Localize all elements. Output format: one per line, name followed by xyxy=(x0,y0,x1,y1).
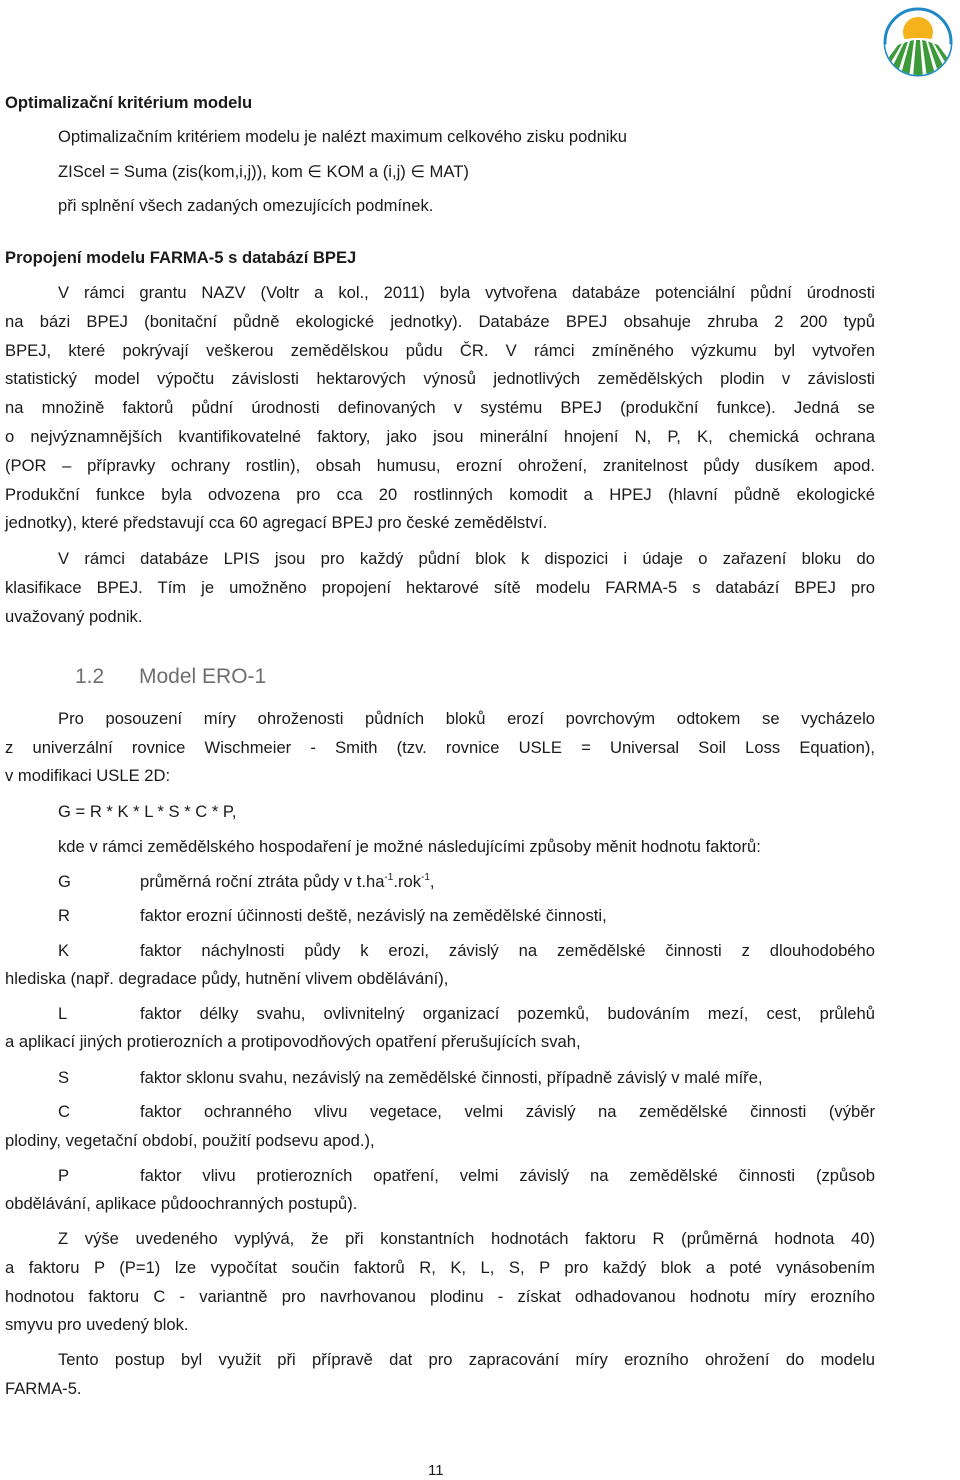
factors-intro: kde v rámci zemědělského hospodaření je možné následujícími způsoby měnit hodnotu faktorů: xyxy=(58,837,761,856)
factor-definition-s: faktor sklonu svahu, nezávislý na zemědělské činnosti, případně závislý v malé míře, xyxy=(140,1068,763,1087)
paragraph-line: statistický model výpočtu závislosti hektarových výnosů jednotlivých zemědělských plodin v závislosti xyxy=(5,369,875,388)
element-of-icon: ∈ xyxy=(307,162,322,181)
field-rows-logo-icon xyxy=(882,6,954,78)
factor-letter-k: K xyxy=(58,941,70,960)
section-title-optimization: Optimalizační kritérium modelu xyxy=(5,93,253,112)
section-heading-ero xyxy=(75,664,266,690)
paragraph-line: V rámci grantu NAZV (Voltr a kol., 2011) byla vytvořena databáze potenciální půdní úrodnosti xyxy=(58,283,875,302)
factor-definition-p-cont: obdělávání, aplikace půdoochranných postupů). xyxy=(5,1194,358,1213)
factor-letter-s: S xyxy=(58,1068,70,1087)
paragraph-line: smyvu pro uvedený blok. xyxy=(5,1315,189,1334)
paragraph-line: jednotky), které představují cca 60 agregací BPEJ pro české zemědělství. xyxy=(5,513,548,532)
paragraph-line: v modifikaci USLE 2D: xyxy=(5,766,171,785)
objective-statement: Optimalizačním kritériem modelu je nalézt maximum celkového zisku podniku xyxy=(58,127,628,146)
paragraph-line: Tento postup byl využit při přípravě dat pro zapracování míry erozního ohrožení do modelu xyxy=(58,1350,875,1369)
paragraph-line: o nejvýznamnějších kvantifikovatelné faktory, jako jsou minerální hnojení N, P, K, chemická ochrana xyxy=(5,427,875,446)
paragraph-line: Pro posouzení míry ohroženosti půdních bloků erozí povrchovým odtokem se vycházelo xyxy=(58,709,875,728)
factor-definition-c: faktor ochranného vlivu vegetace, velmi závislý na zemědělské činnosti (výběr xyxy=(140,1102,875,1121)
paragraph-line: FARMA-5. xyxy=(5,1379,82,1398)
paragraph-line: BPEJ, které pokrývají veškerou zemědělskou půdu ČR. V rámci zmíněného výzkumu byl vytvořen xyxy=(5,341,875,360)
paragraph-line: na bázi BPEJ (bonitační půdně ekologické jednotky). Databáze BPEJ obsahuje zhruba 2 200 typů xyxy=(5,312,875,331)
factor-definition-l-cont: a aplikací jiných protierozních a protipovodňových opatření přerušujících svah, xyxy=(5,1032,581,1051)
paragraph-line: na množině faktorů půdní úrodnosti definovaných v systému BPEJ (produkční funkce). Jedná se xyxy=(5,398,875,417)
factor-letter-l: L xyxy=(58,1004,68,1023)
paragraph-line: Z výše uvedeného vyplývá, že při konstantních hodnotách faktoru R (průměrná hodnota 40) xyxy=(58,1229,875,1248)
paragraph-line: uvažovaný podnik. xyxy=(5,607,143,626)
factor-letter-p: P xyxy=(58,1166,70,1185)
paragraph-line: klasifikace BPEJ. Tím je umožněno propojení hektarové sítě modelu FARMA-5 s databází BPEJ pro xyxy=(5,578,875,597)
section-title: Model ERO-1 xyxy=(139,665,267,688)
factor-letter-r: R xyxy=(58,906,70,925)
section-title-bpej: Propojení modelu FARMA-5 s databází BPEJ xyxy=(5,248,357,267)
factor-definition-g xyxy=(140,872,875,892)
factor-definition-l: faktor délky svahu, ovlivnitelný organizací pozemků, budováním mezí, cest, průlehů xyxy=(140,1004,875,1023)
factor-definition-k: faktor náchylnosti půdy k erozi, závislý na zemědělské činnosti z dlouhodobého xyxy=(140,941,875,960)
paragraph-line: hodnotou faktoru C - variantně pro navrhovanou plodinu - získat odhadovanou hodnotu míry erozního xyxy=(5,1287,875,1306)
superscript: -1 xyxy=(421,872,430,883)
objective-formula xyxy=(58,162,469,182)
factor-definition-k-cont: hlediska (např. degradace půdy, hutnění vlivem obdělávání), xyxy=(5,969,449,988)
factor-definition-p: faktor vlivu protierozních opatření, velmi závislý na zemědělské činnosti (způsob xyxy=(140,1166,875,1185)
paragraph-line: a faktoru P (P=1) lze vypočítat součin faktorů R, K, L, S, P pro každý blok a poté vynásobením xyxy=(5,1258,875,1277)
page-number: 11 xyxy=(428,1462,444,1479)
objective-condition: při splnění všech zadaných omezujících podmínek. xyxy=(58,196,434,215)
paragraph-line: Produkční funkce byla odvozena pro cca 20 rostlinných komodit a HPEJ (hlavní půdně ekologické xyxy=(5,485,875,504)
paragraph-line: (POR – přípravky ochrany rostlin), obsah humusu, erozní ohrožení, zranitelnost půdy dusíkem apod. xyxy=(5,456,875,475)
superscript: -1 xyxy=(384,872,394,883)
usle-formula: G = R * K * L * S * C * P, xyxy=(58,802,237,821)
factor-definition-c-cont: plodiny, vegetační období, použití podsevu apod.), xyxy=(5,1131,375,1150)
paragraph-line: V rámci databáze LPIS jsou pro každý půdní blok k dispozici i údaje o zařazení bloku do xyxy=(58,549,875,568)
formula-part: MAT) xyxy=(429,162,469,181)
section-number: 1.2 xyxy=(75,665,105,688)
factor-letter-g: G xyxy=(58,872,71,891)
formula-part: KOM a (i,j) xyxy=(326,162,406,181)
factor-letter-c: C xyxy=(58,1102,70,1121)
paragraph-line: z univerzální rovnice Wischmeier - Smith (tzv. rovnice USLE = Universal Soil Loss Equation), xyxy=(5,738,875,757)
definition-text: , xyxy=(429,872,435,891)
definition-text: průměrná roční ztráta půdy v t.ha xyxy=(140,872,385,891)
element-of-icon: ∈ xyxy=(410,162,425,181)
definition-text: .rok xyxy=(393,872,421,891)
formula-part: ZIScel = Suma (zis(kom,i,j)), kom xyxy=(58,162,303,181)
factor-definition-r: faktor erozní účinnosti deště, nezávislý na zemědělské činnosti, xyxy=(140,906,607,925)
